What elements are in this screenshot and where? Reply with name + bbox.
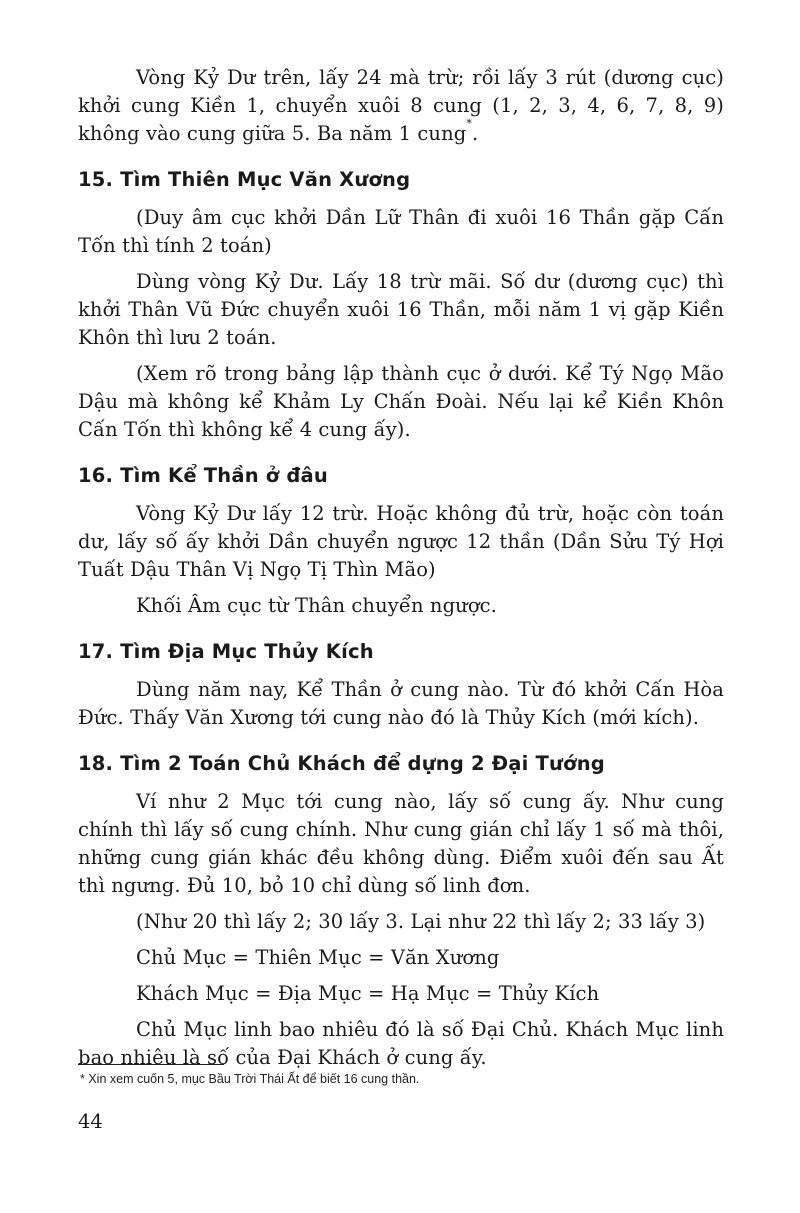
section-17-heading: 17. Tìm Địa Mục Thủy Kích [78,640,374,663]
section-16-paragraph-2: Khối Âm cục từ Thân chuyển ngược. [136,594,497,617]
section-18-paragraph-1: Ví như 2 Mục tới cung nào, lấy số cung ấy. Như cung chính thì lấy số cung chính. Như cung gián chỉ lấy 1 số mà thôi, những cung gián khác đều không dùng. Điểm xuôi đến sau Ất thì ngưng. Đủ 10, bỏ 10 chỉ dùng số linh đơn. [78,790,724,897]
page-number: 44 [78,1110,103,1133]
intro-paragraph: Vòng Kỷ Dư trên, lấy 24 mà trừ; rồi lấy 3 rút (dương cục) khởi cung Kiền 1, chuyển xuôi 8 cung (1, 2, 3, 4, 6, 7, 8, 9) không vào cung giữa 5. Ba năm 1 cung*. [78,66,724,145]
section-18-paragraph-3: Chủ Mục = Thiên Mục = Văn Xương [136,946,500,969]
page-body [78,64,724,1072]
footnote-divider [78,1064,224,1065]
section-18-paragraph-4: Khách Mục = Địa Mục = Hạ Mục = Thủy Kích [136,982,600,1005]
section-16-heading: 16. Tìm Kể Thần ở đâu [78,464,328,487]
section-15-heading: 15. Tìm Thiên Mục Văn Xương [78,168,411,191]
section-17-paragraph-1: Dùng năm nay, Kể Thần ở cung nào. Từ đó khởi Cấn Hòa Đức. Thấy Văn Xương tới cung nào đó là Thủy Kích (mới kích). [78,678,724,729]
section-15-paragraph-1: (Duy âm cục khởi Dần Lữ Thân đi xuôi 16 Thần gặp Cấn Tốn thì tính 2 toán) [78,206,724,257]
footnote-mark: * [466,117,472,130]
section-16-paragraph-1: Vòng Kỷ Dư lấy 12 trừ. Hoặc không đủ trừ, hoặc còn toán dư, lấy số ấy khởi Dần chuyển ngược 12 thần (Dần Sửu Tý Hợi Tuất Dậu Thân Vị Ngọ Tị Thìn Mão) [78,502,724,581]
intro-text: Vòng Kỷ Dư trên, lấy 24 mà trừ; rồi lấy 3 rút (dương cục) khởi cung Kiền 1, chuyển xuôi 8 cung (1, 2, 3, 4, 6, 7, 8, 9) không vào cung giữa 5. Ba năm 1 cung [78,66,724,145]
section-18-paragraph-2: (Như 20 thì lấy 2; 30 lấy 3. Lại như 22 thì lấy 2; 33 lấy 3) [136,910,706,933]
section-18-heading: 18. Tìm 2 Toán Chủ Khách để dựng 2 Đại Tướng [78,752,605,775]
footnote: * Xin xem cuốn 5, mục Bầu Trời Thái Ất để biết 16 cung thần. [80,1072,420,1086]
section-18-paragraph-5: Chủ Mục linh bao nhiêu đó là số Đại Chủ. Khách Mục linh bao nhiêu là số của Đại Khách ở cung ấy. [78,1018,724,1069]
section-15-paragraph-3: (Xem rõ trong bảng lập thành cục ở dưới. Kể Tý Ngọ Mão Dậu mà không kể Khảm Ly Chấn Đoài. Nếu lại kể Kiền Khôn Cấn Tốn thì không kể 4 cung ấy). [78,362,724,441]
section-15-paragraph-2: Dùng vòng Kỷ Dư. Lấy 18 trừ mãi. Số dư (dương cục) thì khởi Thân Vũ Đức chuyển xuôi 16 Thần, mỗi năm 1 vị gặp Kiền Khôn thì lưu 2 toán. [78,270,724,349]
